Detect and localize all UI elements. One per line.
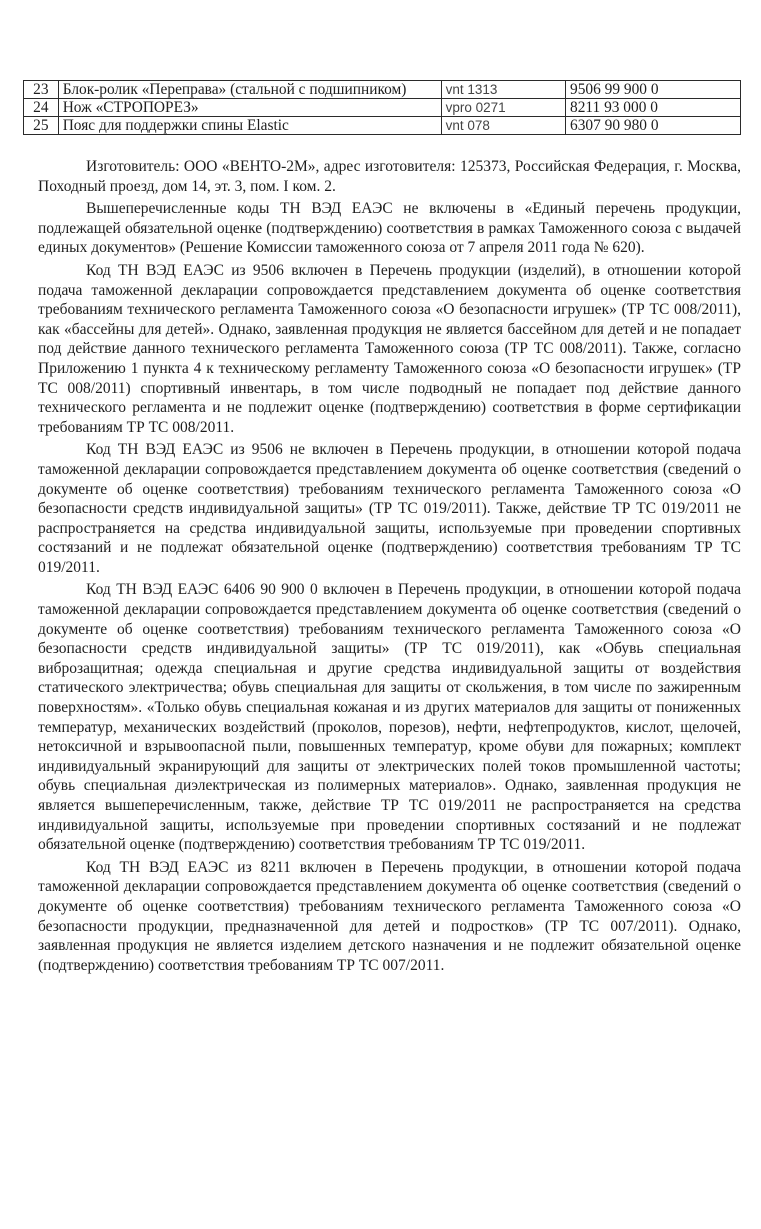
row-number: 25 [24,117,59,135]
paragraph-code-6406: Код ТН ВЭД ЕАЭС 6406 90 900 0 включен в Перечень продукции, в отношении которой подача таможенной декларации сопровождается представлением документа об оценке соответствия (сведений о документе об оценке соответствия) требованиям технического регламента Таможенного союза «О безопасности средств индивидуальной защиты» (ТР ТС 019/2011), как «Обувь специальная виброзащитная; одежда специальная и другие средства индивидуальной защиты от воздействия статического электричества; обувь специальная для защиты от скольжения, в том числе по зажиренным поверхностям». «Только обувь специальная кожаная и из других материалов для защиты от пониженных температур, механических воздействий (проколов, порезов), нефти, нефтепродуктов, кислот, щелочей, нетоксичной и взрывоопасной пыли, повышенных температур, кроме обуви для пожарных; комплект индивидуальный экранирующий для защиты от электрических полей токов промышленной частоты; обувь специальная диэлектрическая из полимерных материалов». Однако, заявленная продукция не является вышеперечисленным, также, действие ТР ТС 019/2011 не распространяется на средства индивидуальной защиты, используемые при проведении спортивных состязаний и не подлежат обязательной оценке (подтверждению) соответствия требованиям ТР ТС 019/2011. [38,581,741,854]
paragraph-code-9506-toys: Код ТН ВЭД ЕАЭС из 9506 включен в Перечень продукции (изделий), в отношении которой подача таможенной декларации сопровождается представлением документа об оценке соответствия требованиям технического регламента Таможенного союза «О безопасности игрушек» (ТР ТС 008/2011), как «бассейны для детей». Однако, заявленная продукция не является бассейном для детей и не попадает под действие данного технического регламента Таможенного союза (ТР ТС 008/2011). Также, согласно Приложению 1 пункта 4 к техническому регламенту Таможенного союза «О безопасности игрушек» (ТР ТС 008/2011) спортивный инвентарь, в том числе подводный не попадает под действие данного технического регламента и не подлежит оценке (подтверждению) соответствия в форме сертификации требованиям ТР ТС 008/2011. [38,261,741,436]
body-text [38,157,741,978]
article-number: vnt 078 [441,117,565,135]
products-table [23,80,741,135]
table-row [24,117,741,135]
row-number: 24 [24,99,59,117]
product-name: Нож «СТРОПОРЕЗ» [58,99,441,117]
article-number: vpro 0271 [441,99,565,117]
product-name: Пояс для поддержки спины Elastic [58,117,441,135]
manufacturer-paragraph: Изготовитель: ООО «ВЕНТО-2М», адрес изготовителя: 125373, Российская Федерация, г. Москва, Походный проезд, дом 14, эт. 3, пом. I ком. 2. [38,158,741,195]
row-number: 23 [24,81,59,99]
hs-code: 6307 90 980 0 [566,117,741,135]
article-number: vnt 1313 [441,81,565,99]
hs-code: 8211 93 000 0 [566,99,741,117]
paragraph-code-9506-ppe: Код ТН ВЭД ЕАЭС из 9506 не включен в Перечень продукции, в отношении которой подача таможенной декларации сопровождается представлением документа об оценке соответствия (сведений о документе об оценке соответствия) требованиям технического регламента Таможенного союза «О безопасности средств индивидуальной защиты» (ТР ТС 019/2011). Также, действие ТР ТС 019/2011 не распространяется на средства индивидуальной защиты, используемые при проведении спортивных состязаний и не подлежат обязательной оценке (подтверждению) соответствия требованиям ТР ТС 019/2011. [38,441,741,576]
table-row [24,81,741,99]
paragraph-code-8211: Код ТН ВЭД ЕАЭС из 8211 включен в Перечень продукции, в отношении которой подача таможенной декларации сопровождается представлением документа об оценке соответствия (сведений о документе об оценке соответствия) требованиям технического регламента Таможенного союза «О безопасности продукции, предназначенной для детей и подростков» (ТР ТС 007/2011). Однако, заявленная продукция не является изделием детского назначения и не подлежит обязательной оценке (подтверждению) соответствия требованиям ТР ТС 007/2011. [38,858,741,974]
hs-code: 9506 99 900 0 [566,81,741,99]
product-name: Блок-ролик «Переправа» (стальной с подшипником) [58,81,441,99]
paragraph-eaeu-list: Вышеперечисленные коды ТН ВЭД ЕАЭС не включены в «Единый перечень продукции, подлежащей обязательной оценке (подтверждению) соответствия в рамках Таможенного союза с выдачей единых документов» (Решение Комиссии таможенного союза от 7 апреля 2011 года № 620). [38,200,741,257]
table-row [24,99,741,117]
